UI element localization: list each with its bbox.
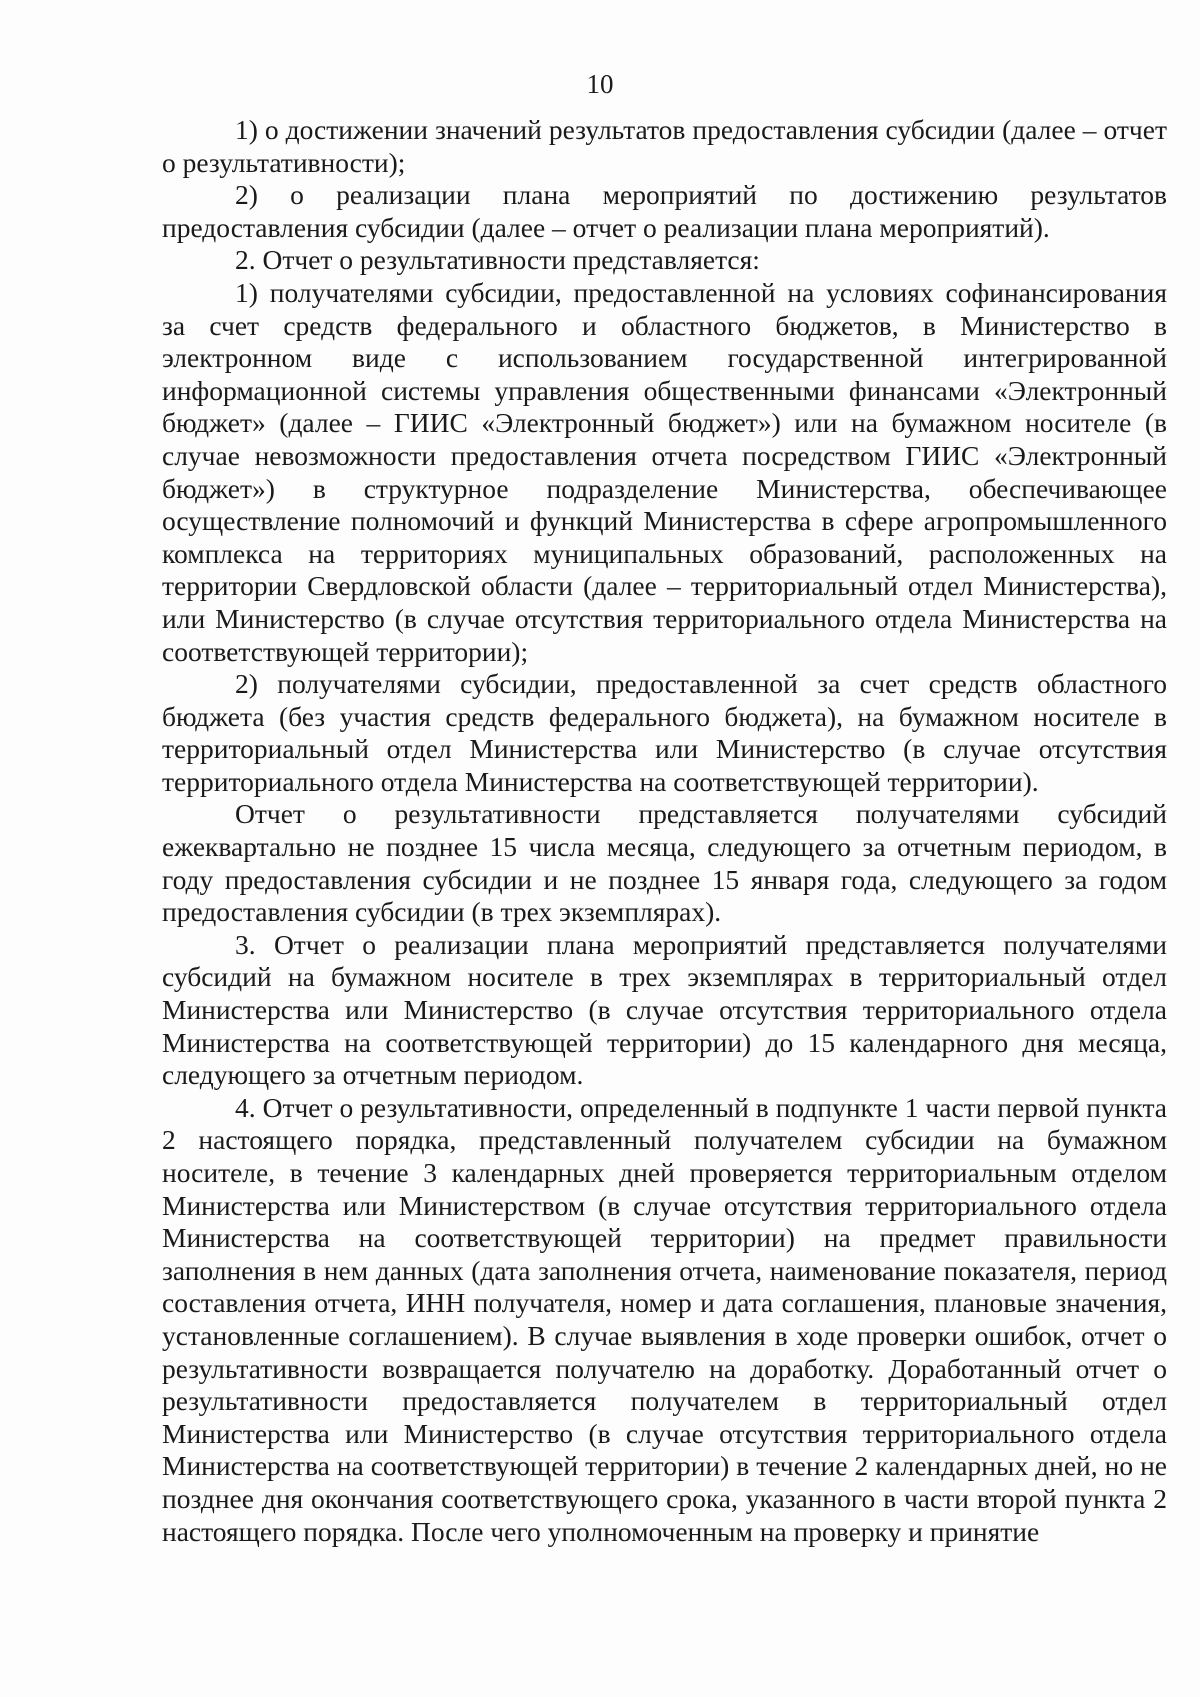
paragraph-section-2-item-2: 2) получателями субсидии, предоставленной за счет средств областного бюджета (без участия средств федерального бюджета), на бумажном носителе в территориальный отдел Министерства или Министерство (в случае отсутствия территориального отдела Министерства на соответствующей территории). (162, 668, 1167, 797)
paragraph-reporting-deadlines: Отчет о результативности представляется получателями субсидий ежеквартально не позднее 15 числа месяца, следующего за отчетным периодом, в году предоставления субсидии и не позднее 15 января года, следующего за годом предоставления субсидии (в трех экземплярах). (162, 798, 1167, 928)
paragraph-results-report-item-2: 2) о реализации плана мероприятий по достижению результатов предоставления субсидии (далее – отчет о реализации плана мероприятий). (162, 179, 1167, 243)
paragraph-section-3: 3. Отчет о реализации плана мероприятий представляется получателями субсидий на бумажном носителе в трех экземплярах в территориальный отдел Министерства или Министерство (в случае отсутствия территориального отдела Министерства на соответствующей территории) до 15 календарного дня месяца, следующего за отчетным периодом. (162, 928, 1167, 1091)
page-number: 10 (586, 69, 614, 99)
paragraph-section-2-item-1: 1) получателями субсидии, предоставленной на условиях софинансирования за счет средств федерального и областного бюджетов, в Министерство в электронном виде с использованием государственной интегрированной информационной системы управления общественными финансами «Электронный бюджет» (далее – ГИИС «Электронный бюджет») или на бумажном носителе (в случае невозможности предоставления отчета посредством ГИИС «Электронный бюджет») в структурное подразделение Министерства, обеспечивающее осуществление полномочий и функций Министерства в сфере агропромышленного комплекса на территориях муниципальных образований, расположенных на территории Свердловской области (далее – территориальный отдел Министерства), или Министерство (в случае отсутствия территориального отдела Министерства на соответствующей территории); (162, 276, 1167, 667)
paragraph-section-2-heading: 2. Отчет о результативности представляется: (235, 244, 760, 276)
paragraph-section-4: 4. Отчет о результативности, определенный в подпункте 1 части первой пункта 2 настоящего порядка, представленный получателем субсидии на бумажном носителе, в течение 3 календарных дней проверяется территориальным отделом Министерства или Министерством (в случае отсутствия территориального отдела Министерства на соответствующей территории) на предмет правильности заполнения в нем данных (дата заполнения отчета, наименование показателя, период составления отчета, ИНН получателя, номер и дата соглашения, плановые значения, установленные соглашением). В случае выявления в ходе проверки ошибок, отчет о результативности возвращается получателю на доработку. Доработанный отчет о результативности предоставляется получателем в территориальный отдел Министерства или Министерство (в случае отсутствия территориального отдела Министерства на соответствующей территории) в течение 2 календарных дней, но не позднее дня окончания соответствующего срока, указанного в части второй пункта 2 настоящего порядка. После чего уполномоченным на проверку и принятие (162, 1091, 1167, 1547)
paragraph-results-report-item-1: 1) о достижении значений результатов предоставления субсидии (далее – отчет о результативности); (162, 114, 1167, 178)
document-body (162, 114, 1167, 1548)
